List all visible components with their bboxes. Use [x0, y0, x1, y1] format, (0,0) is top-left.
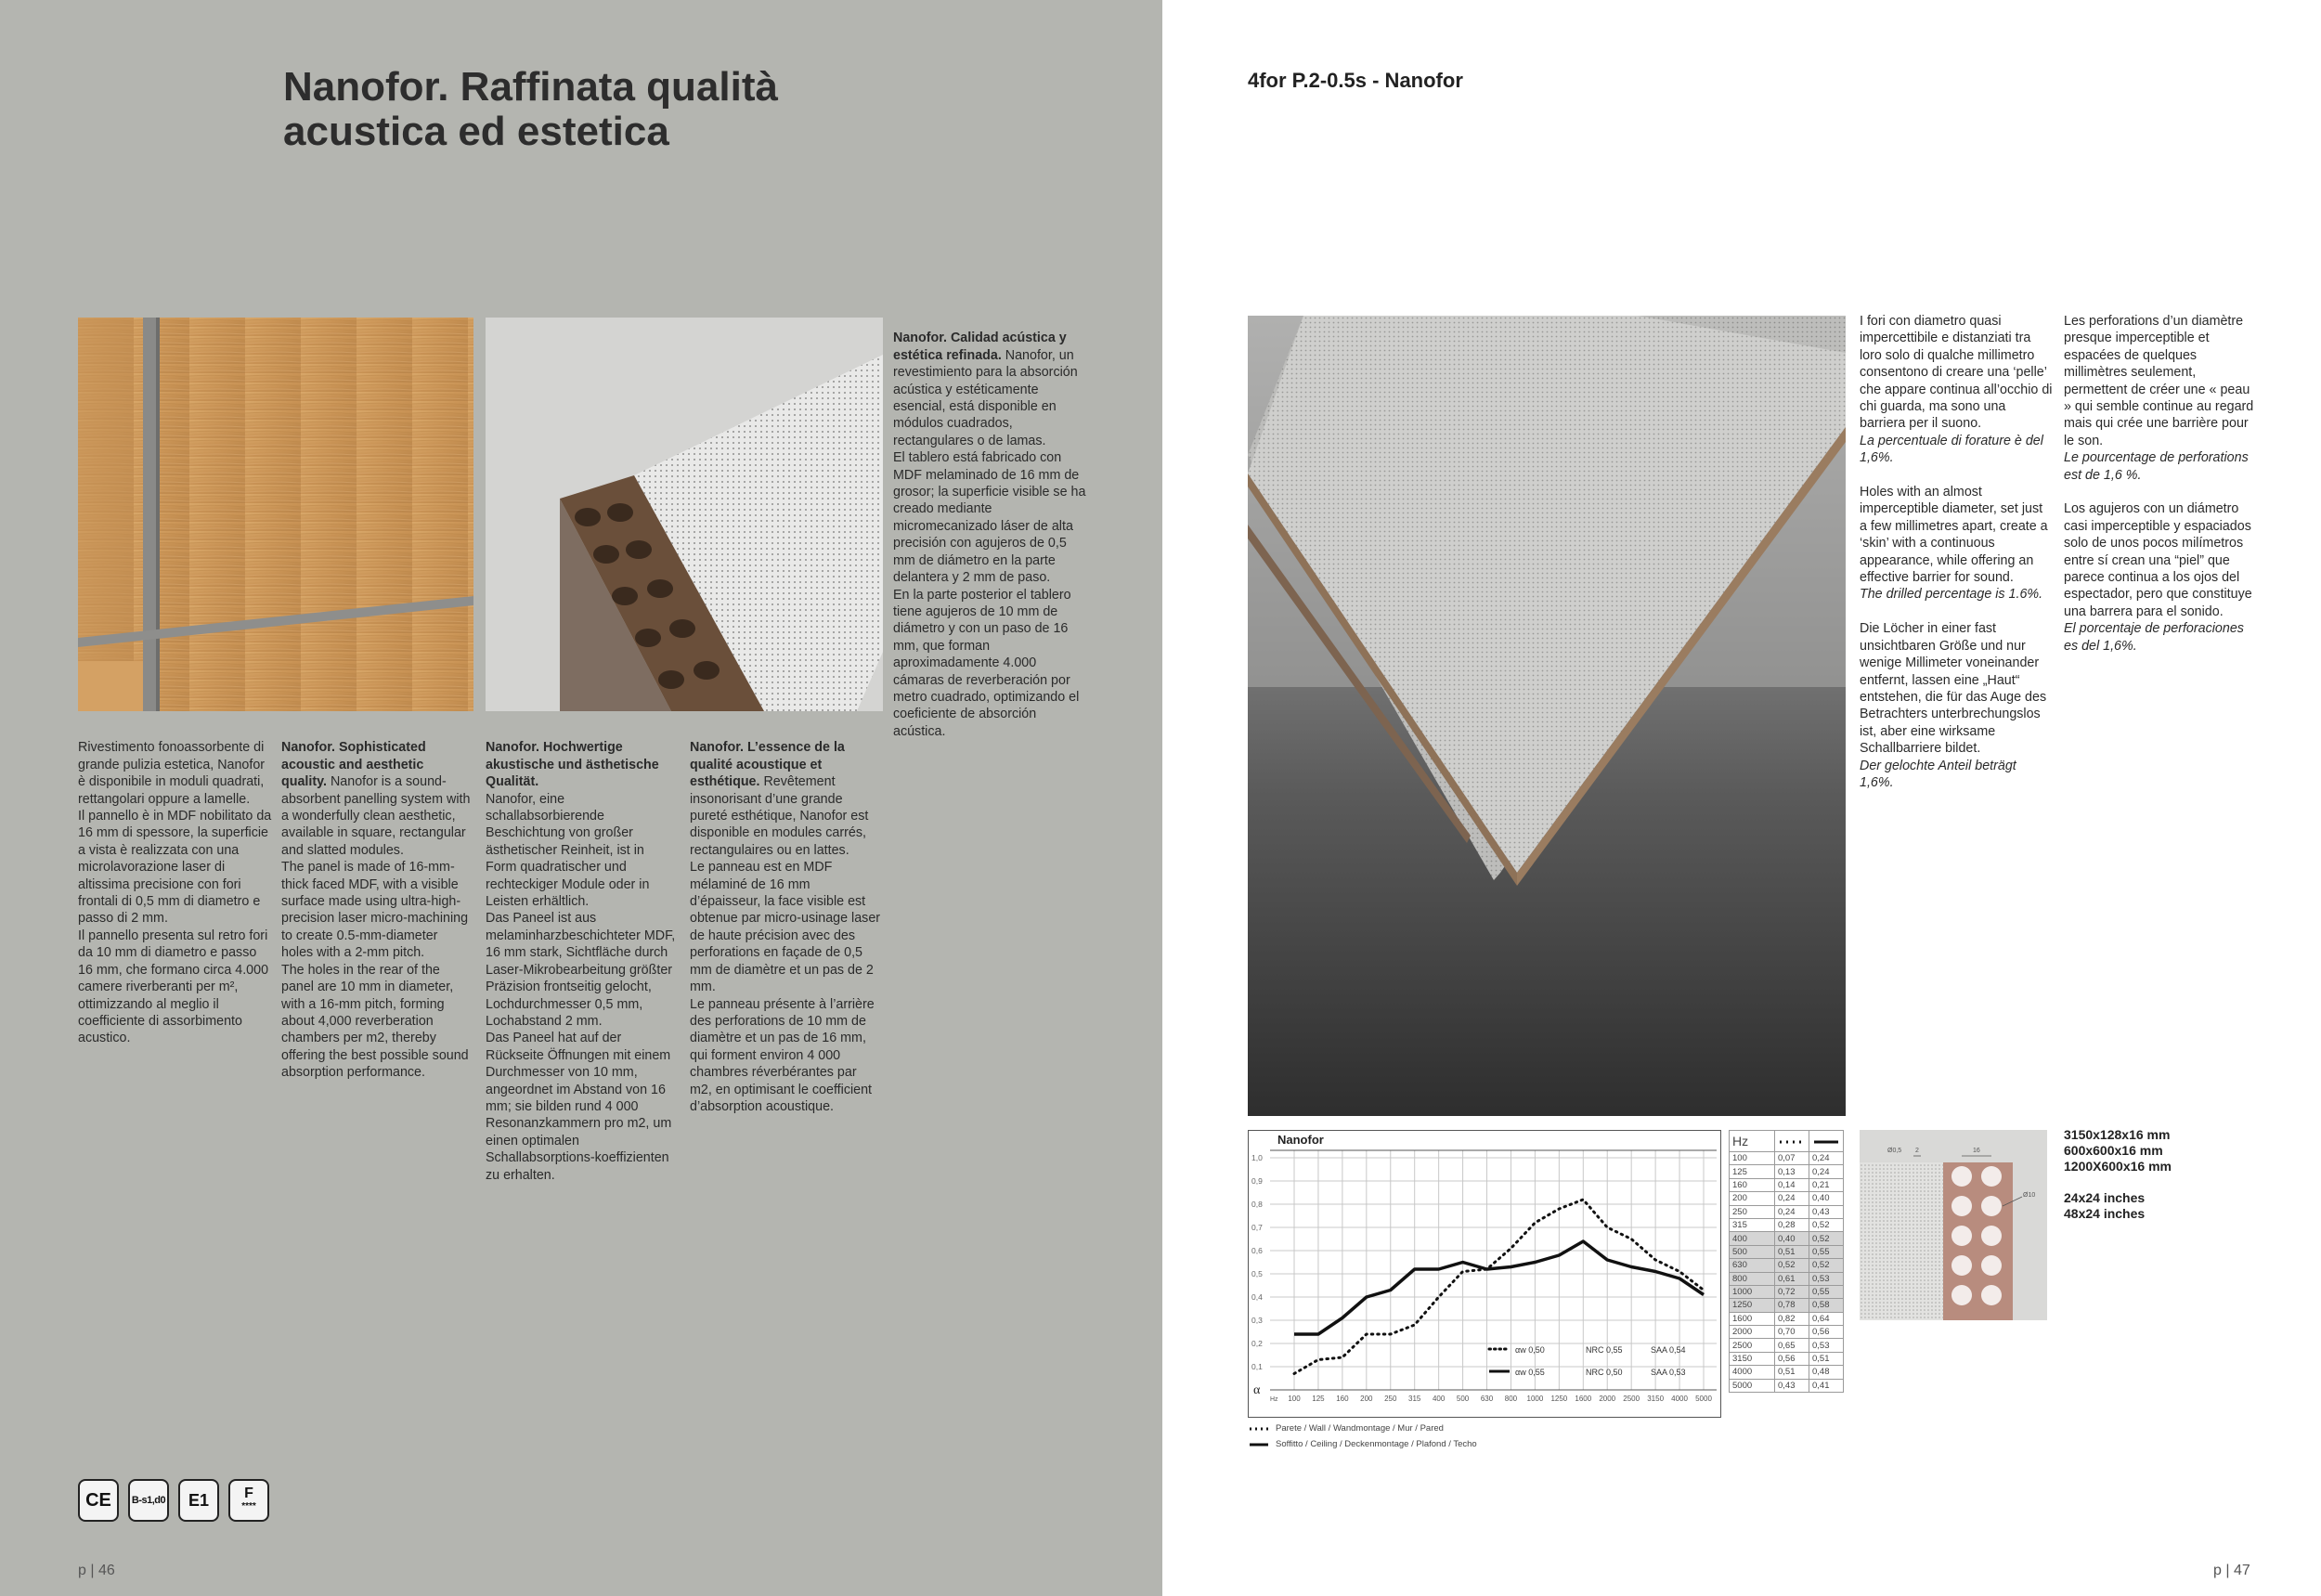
chart-title: Nanofor: [1277, 1133, 1324, 1147]
dim-in-2: 48x24 inches: [2064, 1206, 2146, 1221]
heading-es: Nanofor. Calidad acústica y estética refinada.: [893, 331, 1067, 363]
right-text-it: I fori con diametro quasi impercettibile e distanziati tra loro solo di qualche millimetro consentono di creare una ‘pelle’ che appare continua all’occhio di chi guarda, ma sono una barriera per il suono.: [1860, 314, 2053, 432]
table-header-dotted: [1775, 1131, 1809, 1152]
diagram-label-16: 16: [1973, 1148, 1980, 1154]
table-cell-wall: 0,52: [1775, 1259, 1809, 1272]
x-tick-label: 1250: [1550, 1395, 1568, 1403]
table-cell-ceiling: 0,55: [1809, 1285, 1844, 1298]
y-tick-label: 0,5: [1251, 1269, 1263, 1278]
product-title: 4for P.2-0.5s - Nanofor: [1248, 69, 1463, 92]
diagram-label-2: 2: [1915, 1148, 1919, 1154]
right-text-de-italic: [1860, 758, 2053, 792]
table-cell-hz: 500: [1730, 1245, 1775, 1258]
text-french: [690, 722, 881, 1115]
table-cell-ceiling: 0,24: [1809, 1165, 1844, 1178]
ce-mark-icon: CE: [78, 1479, 119, 1522]
table-cell-wall: 0,78: [1775, 1299, 1809, 1312]
table-cell-wall: 0,65: [1775, 1339, 1809, 1352]
text-german: [486, 722, 677, 1184]
dim-mm-3: 1200X600x16 mm: [2064, 1159, 2172, 1174]
absorption-table: [1729, 1130, 1844, 1393]
absorption-chart: [1248, 1130, 1721, 1418]
table-cell-ceiling: 0,52: [1809, 1232, 1844, 1245]
table-cell-wall: 0,72: [1775, 1285, 1809, 1298]
table-cell-ceiling: 0,55: [1809, 1245, 1844, 1258]
x-tick-label: 125: [1312, 1395, 1325, 1403]
diagram-label-d05: Ø0,5: [1887, 1148, 1902, 1154]
title-line-2: acustica ed estetica: [283, 109, 669, 154]
table-header-hz: Hz: [1730, 1131, 1775, 1152]
page-title: [283, 65, 933, 154]
x-tick-label: 1000: [1526, 1395, 1544, 1403]
es-italic: El porcentaje de perforaciones es del 1,6%.: [2064, 621, 2244, 654]
table-cell-ceiling: 0,40: [1809, 1192, 1844, 1205]
stat-saa: SAA 0,54: [1651, 1345, 1686, 1355]
table-row: [1730, 1352, 1844, 1365]
slat-panels-photo: [1248, 316, 1846, 1116]
table-cell-hz: 1600: [1730, 1312, 1775, 1325]
right-text-fr-italic: [2064, 449, 2259, 484]
table-row: [1730, 1379, 1844, 1392]
table-header-solid: [1809, 1131, 1844, 1152]
wood-panel-photo: [78, 318, 473, 711]
text-de: Nanofor, eine schallabsorbierende Beschichtung von großer ästhetischer Reinheit, ist in Form quadratischer und rechteckiger Module oder in Leisten erhältlich. Das Paneel ist aus melaminharzbeschichteter MDF, 16 mm stark, Sichtfläche durch Laser-Mikrobearbeitung größter Präzision frontseitig gelocht, Lochdurchmesser 0,5 mm, Lochabstand 2 mm. Das Paneel hat auf der Rückseite Öffnungen mit einem Durchmesser von 10 mm, angeordnet im Abstand von 16 mm; sie bilden rund 4 000 Resonanzkammern pro m2, um einen optimalen Schallabsorptions-koeffizienten zu erhalten.: [486, 791, 676, 1183]
table-cell-hz: 160: [1730, 1178, 1775, 1191]
f-label: F: [244, 1486, 253, 1501]
right-text-it-italic: [1860, 433, 2053, 467]
table-cell-wall: 0,51: [1775, 1245, 1809, 1258]
title-line-1: Nanofor. Raffinata qualità: [283, 64, 778, 110]
text-it: Rivestimento fonoassorbente di grande pulizia estetica, Nanofor è disponibile in moduli quadrati, rettangolari oppure a lamelle. Il pannello è in MDF nobilitato da 16 mm di spessore, la superficie a vista è realizzata con una microlavorazione laser di altissima precisione con fori frontali di 0,5 mm di diametro e passo di 2 mm. Il pannello presenta sul retro fori da 10 mm di diametro e passo 16 mm, che formano circa 4.000 camere riverberanti per m², ottimizzando al meglio il coefficiente di assorbimento acustico.: [78, 740, 272, 1046]
table-cell-hz: 5000: [1730, 1379, 1775, 1392]
x-tick-label: 250: [1384, 1395, 1397, 1403]
table-row: [1730, 1259, 1844, 1272]
table-row: [1730, 1152, 1844, 1165]
table-row: [1730, 1285, 1844, 1298]
table-cell-hz: 1000: [1730, 1285, 1775, 1298]
table-cell-hz: 315: [1730, 1218, 1775, 1231]
table-row: [1730, 1299, 1844, 1312]
table-row: [1730, 1245, 1844, 1258]
table-row: [1730, 1205, 1844, 1218]
right-text-es-italic: [2064, 620, 2259, 655]
table-cell-hz: 250: [1730, 1205, 1775, 1218]
table-cell-wall: 0,24: [1775, 1192, 1809, 1205]
fr-italic: Le pourcentage de perforations est de 1,6 %.: [2064, 450, 2249, 483]
table-cell-ceiling: 0,56: [1809, 1326, 1844, 1339]
perforation-diagram: [1860, 1130, 2047, 1320]
diagram-label-d10: Ø10: [2023, 1192, 2036, 1199]
table-cell-ceiling: 0,64: [1809, 1312, 1844, 1325]
table-cell-wall: 0,14: [1775, 1178, 1809, 1191]
dim-mm-2: 600x600x16 mm: [2064, 1143, 2163, 1158]
x-tick-label: 1600: [1575, 1395, 1592, 1403]
x-tick-label: 4000: [1671, 1395, 1688, 1403]
table-cell-wall: 0,24: [1775, 1205, 1809, 1218]
table-cell-hz: 630: [1730, 1259, 1775, 1272]
legend-wall: Parete / Wall / Wandmontage / Mur / Pared: [1276, 1423, 1444, 1434]
text-english: [281, 722, 473, 1082]
table-cell-hz: 800: [1730, 1272, 1775, 1285]
page-number-left: p | 46: [78, 1563, 115, 1578]
table-cell-ceiling: 0,51: [1809, 1352, 1844, 1365]
table-cell-wall: 0,43: [1775, 1379, 1809, 1392]
de-italic: Der gelochte Anteil beträgt 1,6%.: [1860, 758, 2016, 790]
right-text-col-1: [1860, 313, 2053, 791]
x-tick-label: 100: [1288, 1395, 1301, 1403]
table-cell-wall: 0,28: [1775, 1218, 1809, 1231]
text-fr: Revêtement insonorisant d’une grande pureté esthétique, Nanofor est disponible en modules carrés, rectangulaires ou en lattes. Le panneau est en MDF mélaminé de 16 mm d’épaisseur, la face visible est obtenue par micro-usinage laser de haute précision avec des perforations en façade de 0,5 mm de diamètre et un pas de 2 mm. Le panneau présente à l’arrière des perforations de 10 mm de diamètre et un pas de 16 mm, qui forment environ 4 000 chambres réverbérantes par m2, en optimisant le coefficient d’absorption acoustique.: [690, 774, 881, 1114]
table-cell-ceiling: 0,58: [1809, 1299, 1844, 1312]
page-number-right: p | 47: [2213, 1563, 2250, 1578]
stat-aw: αw 0,50: [1515, 1345, 1545, 1355]
table-cell-ceiling: 0,41: [1809, 1379, 1844, 1392]
table-cell-hz: 2500: [1730, 1339, 1775, 1352]
right-text-fr: Les perforations d’un diamètre presque imperceptible et espacées de quelques millimètres seulement, permettent de créer une « peau » qui semble continue au regard mais qui crée une barrière pour le son.: [2064, 314, 2254, 448]
dim-mm-1: 3150x128x16 mm: [2064, 1127, 2171, 1142]
x-tick-label: 400: [1432, 1395, 1446, 1403]
x-tick-label: 630: [1480, 1395, 1494, 1403]
right-text-en-italic: [1860, 586, 2053, 603]
text-en: Nanofor is a sound-absorbent panelling system with a wonderfully clean aesthetic, available in square, rectangular and slatted modules. The panel is made of 16-mm-thick faced MDF, with a visible surface made using ultra-high-precision laser micro-machining to create 0.5-mm-diameter holes with a 2-mm pitch. The holes in the rear of the panel are 10 mm in diameter, with a 16-mm pitch, forming about 4,000 reverberation chambers per m2, thereby offering the best possible sound absorption performance.: [281, 774, 471, 1081]
stat-aw: αw 0,55: [1515, 1368, 1545, 1377]
table-cell-wall: 0,82: [1775, 1312, 1809, 1325]
x-axis-label: Hz: [1270, 1396, 1278, 1403]
table-cell-hz: 200: [1730, 1192, 1775, 1205]
right-text-de: Die Löcher in einer fast unsichtbaren Größe und nur wenige Millimeter voneinander entfernt, lassen eine „Haut“ entstehen, die für das Auge des Betrachters unterbrechungslos ist, aber eine wirksame Schallbarriere bildet.: [1860, 621, 2047, 757]
table-row: [1730, 1339, 1844, 1352]
x-tick-label: 800: [1504, 1395, 1518, 1403]
table-row: [1730, 1232, 1844, 1245]
x-tick-label: 5000: [1695, 1395, 1712, 1403]
dim-spacer: [2064, 1174, 2172, 1190]
table-row: [1730, 1178, 1844, 1191]
en-italic: The drilled percentage is 1.6%.: [1860, 587, 2043, 603]
table-cell-wall: 0,70: [1775, 1326, 1809, 1339]
heading-de: Nanofor. Hochwertige akustische und ästhetische Qualität.: [486, 740, 659, 790]
heading-en: Nanofor. Sophisticated acoustic and aesthetic quality.: [281, 740, 426, 790]
table-cell-ceiling: 0,48: [1809, 1366, 1844, 1379]
table-cell-ceiling: 0,52: [1809, 1218, 1844, 1231]
x-tick-label: 315: [1408, 1395, 1421, 1403]
table-cell-ceiling: 0,53: [1809, 1272, 1844, 1285]
x-tick-label: 2000: [1599, 1395, 1616, 1403]
table-cell-wall: 0,07: [1775, 1152, 1809, 1165]
table-cell-ceiling: 0,24: [1809, 1152, 1844, 1165]
right-text-en: Holes with an almost imperceptible diameter, set just a few millimetres apart, create a ‘skin’ with a continuous appearance, while offering an effective barrier for sound.: [1860, 485, 2048, 586]
table-cell-hz: 100: [1730, 1152, 1775, 1165]
right-text-col-2: [2064, 313, 2259, 655]
legend-ceiling: Soffitto / Ceiling / Deckenmontage / Plafond / Techo: [1276, 1439, 1477, 1449]
x-tick-label: 200: [1360, 1395, 1373, 1403]
dimensions: [2064, 1127, 2172, 1222]
y-tick-label: 0,3: [1251, 1316, 1263, 1325]
text-italian: [78, 722, 273, 1047]
stat-nrc: NRC 0,50: [1586, 1368, 1623, 1377]
table-row: [1730, 1366, 1844, 1379]
f-stars: ****: [241, 1501, 256, 1512]
right-text-es: Los agujeros con un diámetro casi imperceptible y espaciados solo de unos pocos milímetros entre sí crean una “piel” que parece continua a los ojos del espectador, pero que constituye una barrera para el sonido.: [2064, 501, 2252, 619]
text-es: Nanofor, un revestimiento para la absorción acústica y estéticamente esencial, está disponible en módulos cuadrados, rectangulares o de lamas. El tablero está fabricado con MDF melaminado de 16 mm de grosor; la superficie visible se ha creado mediante micromecanizado láser de alta precisión con agujeros de 0,5 mm de diámetro en la parte delantera y 2 mm de paso. En la parte posterior el tablero tiene agujeros de 10 mm de diámetro y con un paso de 16 mm, que forman aproximadamente 4.000 cámaras de reverberación por metro cuadrado, optimizando el coeficiente de absorción acústica.: [893, 347, 1086, 739]
table-cell-hz: 2000: [1730, 1326, 1775, 1339]
x-tick-label: 160: [1336, 1395, 1349, 1403]
stat-nrc: NRC 0,55: [1586, 1345, 1623, 1355]
table-cell-ceiling: 0,43: [1809, 1205, 1844, 1218]
stat-saa: SAA 0,53: [1651, 1368, 1686, 1377]
x-tick-label: 500: [1456, 1395, 1470, 1403]
table-cell-ceiling: 0,52: [1809, 1259, 1844, 1272]
table-row: [1730, 1312, 1844, 1325]
y-tick-label: 0,9: [1251, 1176, 1263, 1186]
x-tick-label: 2500: [1623, 1395, 1640, 1403]
table-cell-ceiling: 0,53: [1809, 1339, 1844, 1352]
panel-section-photo: [486, 318, 883, 711]
y-tick-label: 0,7: [1251, 1223, 1263, 1232]
y-tick-label: 0,4: [1251, 1292, 1263, 1302]
table-cell-wall: 0,40: [1775, 1232, 1809, 1245]
y-tick-label: 0,2: [1251, 1339, 1263, 1348]
y-tick-label: 0,1: [1251, 1362, 1263, 1371]
table-cell-wall: 0,51: [1775, 1366, 1809, 1379]
table-cell-hz: 3150: [1730, 1352, 1775, 1365]
legend-wall-line: [1248, 1425, 1270, 1433]
table-cell-wall: 0,56: [1775, 1352, 1809, 1365]
table-cell-hz: 1250: [1730, 1299, 1775, 1312]
table-row: [1730, 1272, 1844, 1285]
e1-class-icon: E1: [178, 1479, 219, 1522]
f-star-icon: [228, 1479, 269, 1522]
table-row: [1730, 1192, 1844, 1205]
it-italic: La percentuale di forature è del 1,6%.: [1860, 433, 2043, 466]
y-tick-label: 1,0: [1251, 1153, 1263, 1162]
table-cell-hz: 400: [1730, 1232, 1775, 1245]
table-cell-wall: 0,13: [1775, 1165, 1809, 1178]
table-cell-ceiling: 0,21: [1809, 1178, 1844, 1191]
table-row: [1730, 1326, 1844, 1339]
x-tick-label: 3150: [1647, 1395, 1665, 1403]
table-cell-wall: 0,61: [1775, 1272, 1809, 1285]
dim-in-1: 24x24 inches: [2064, 1190, 2146, 1205]
table-row: [1730, 1165, 1844, 1178]
y-tick-label: 0,6: [1251, 1246, 1263, 1255]
heading-fr: Nanofor. L’essence de la qualité acoustique et esthétique.: [690, 740, 845, 790]
y-tick-label: 0,8: [1251, 1200, 1263, 1209]
legend-ceiling-line: [1248, 1441, 1270, 1448]
table-cell-hz: 4000: [1730, 1366, 1775, 1379]
y-axis-label: α: [1253, 1383, 1261, 1397]
table-cell-hz: 125: [1730, 1165, 1775, 1178]
table-row: [1730, 1218, 1844, 1231]
text-spanish: [893, 313, 1086, 740]
fire-class-icon: B-s1,d0: [128, 1479, 169, 1522]
